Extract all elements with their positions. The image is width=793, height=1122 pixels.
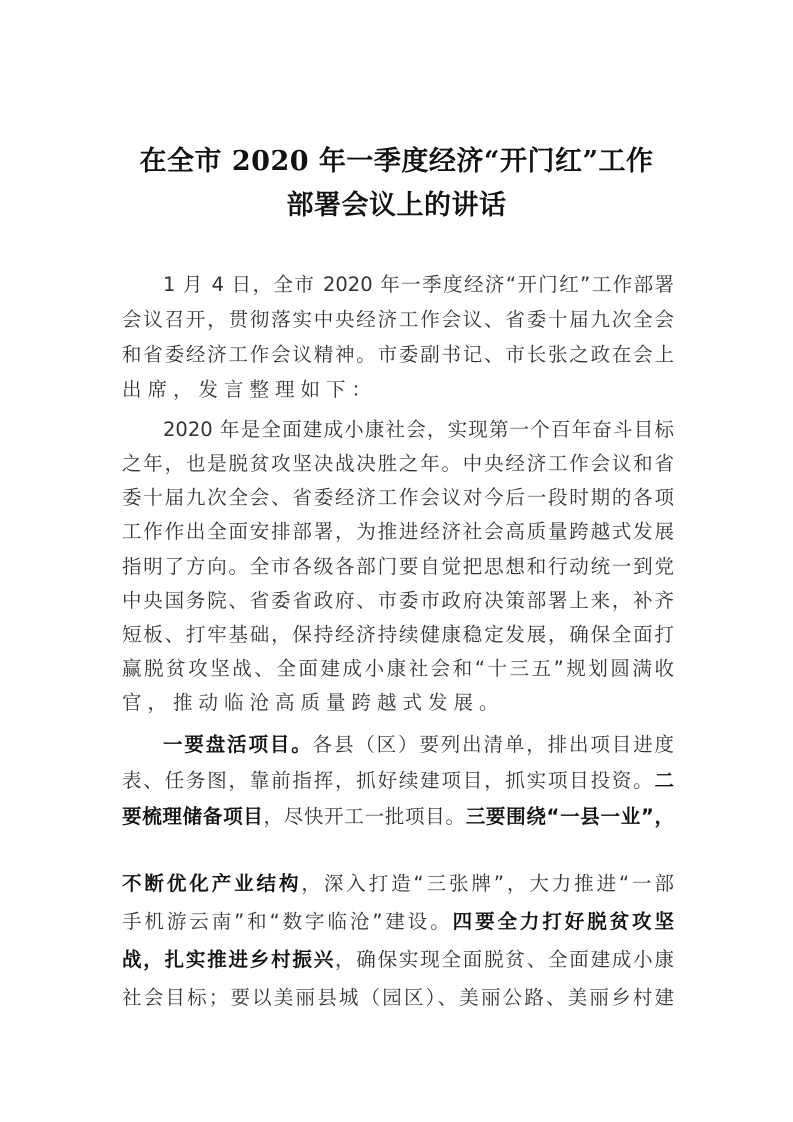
title-line-1: 在全市 2020 年一季度经济“开门红”工作 (139, 146, 654, 177)
text-line: 指明了方向。全市各级各部门要自觉把思想和行动统一到党 (122, 555, 674, 578)
text-line: 2020 年是全面建成小康社会，实现第一个百年奋斗目标 (163, 418, 674, 441)
text-line: 官，推动临沧高质量跨越式发展。 (122, 691, 505, 714)
text-line: 出席，发言整理如下： (122, 378, 378, 401)
text-line: 不断优化产业结构，深入打造“三张牌”，大力推进“一部 (122, 872, 674, 895)
text-line: 战，扎实推进乡村振兴，确保实现全面脱贫、全面建成小康 (122, 948, 674, 971)
text-line: 工作作出全面安排部署，为推进经济社会高质量跨越式发展 (122, 520, 674, 543)
text-line: 一要盘活项目。各县（区）要列出清单，排出项目进度 (163, 733, 674, 756)
text-line: 赢脱贫攻坚战、全面建成小康社会和“十三五”规划圆满收 (122, 657, 674, 680)
text-line: 手机游云南”和“数字临沧”建设。四要全力打好脱贫攻坚 (122, 910, 674, 933)
bold-heading-task-2: 要梳理储备项目 (122, 805, 264, 828)
text-line: 和省委经济工作会议精神。市委副书记、市长张之政在会上 (122, 343, 674, 366)
text-line: 要梳理储备项目，尽快开工一批项目。三要围绕“一县一业”， (122, 805, 674, 828)
bold-heading-task-1: 一要盘活项目。 (163, 733, 313, 756)
bold-heading-task-4: 战，扎实推进乡村振兴 (122, 948, 335, 971)
text-line: 委十届九次全会、省委经济工作会议对今后一段时期的各项 (122, 486, 674, 509)
text-line: 之年，也是脱贫攻坚决战决胜之年。中央经济工作会议和省 (122, 452, 674, 475)
bold-heading-task-2: 二 (654, 769, 674, 792)
text-line: 会议召开，贯彻落实中央经济工作会议、省委十届九次全会 (122, 308, 674, 331)
text-line: 表、任务图，靠前指挥，抓好续建项目，抓实项目投资。二 (122, 769, 674, 792)
bold-heading-task-4: 四要全力打好脱贫攻坚 (452, 910, 674, 933)
document-title (100, 140, 693, 228)
text-line: 中央国务院、省委省政府、市委市政府决策部署上来，补齐 (122, 589, 674, 612)
text-line: 社会目标；要以美丽县城（园区）、美丽公路、美丽乡村建 (122, 986, 674, 1009)
text-line: 短板、打牢基础，保持经济持续健康稳定发展，确保全面打 (122, 623, 674, 646)
title-line-2: 部署会议上的讲话 (286, 190, 507, 221)
text-line: 1 月 4 日，全市 2020 年一季度经济“开门红”工作部署 (163, 273, 674, 296)
bold-heading-task-3: 不断优化产业结构 (122, 872, 302, 895)
bold-heading-task-3: 三要围绕“一县一业”， (465, 805, 674, 828)
